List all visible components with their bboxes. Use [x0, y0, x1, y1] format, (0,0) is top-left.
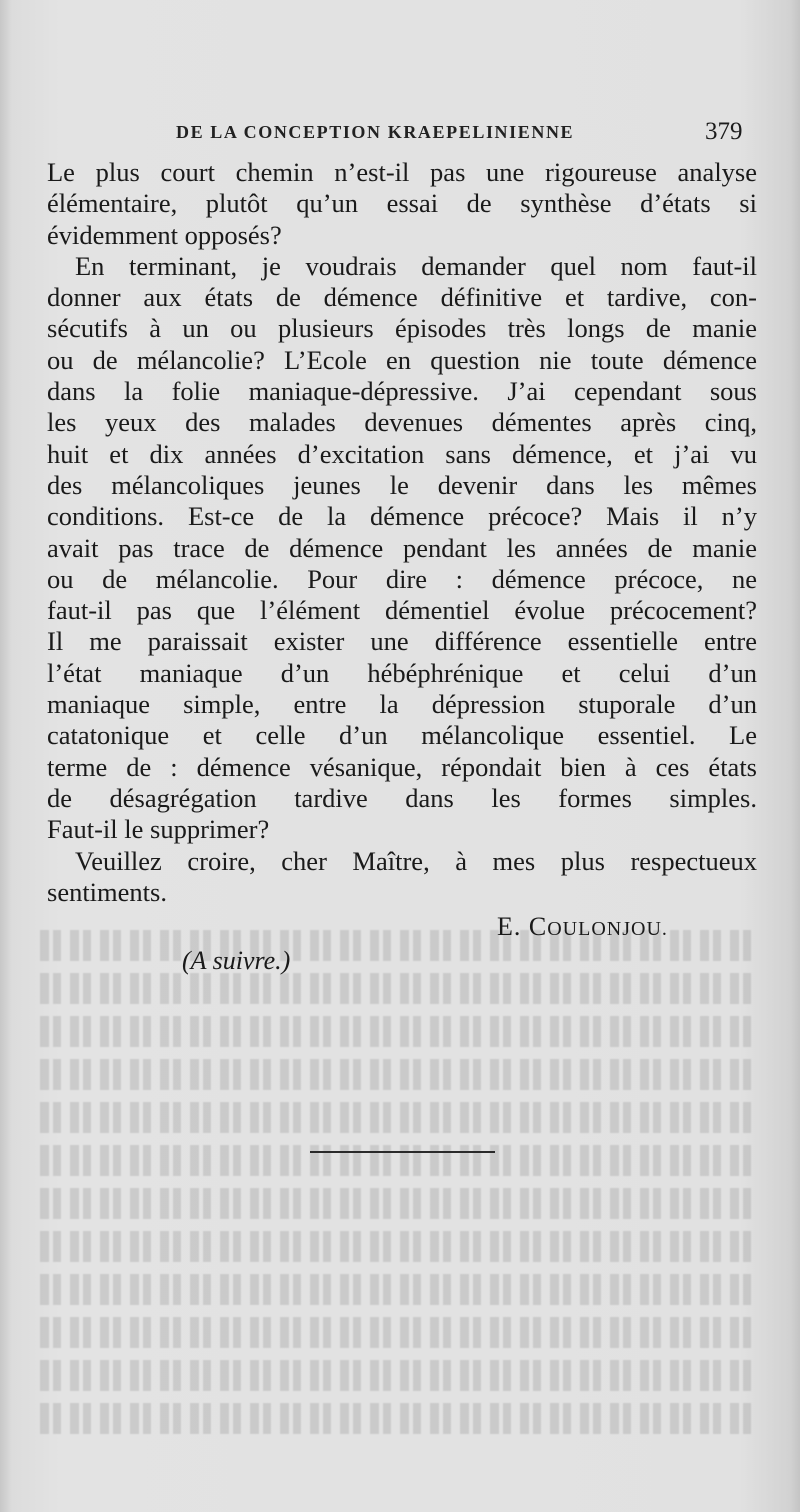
- text-line: faut-il pas que l’élément démentiel évolue précocement?: [47, 595, 757, 626]
- text-line: huit et dix années d’excitation sans démence, et j’ai vu: [47, 438, 757, 469]
- text-line: ou de mélancolie. Pour dire : démence précoce, ne: [47, 563, 757, 594]
- text-line: ou de mélancolie? L’Ecole en question nie toute démence: [47, 344, 757, 375]
- text-line: sentiments.: [47, 876, 167, 907]
- show-through-bleed: [40, 930, 760, 1490]
- body-text: [47, 157, 757, 908]
- text-line: sécutifs à un ou plusieurs épisodes très longs de manie: [47, 313, 757, 344]
- text-line: Il me paraissait exister une différence essentielle entre: [47, 626, 757, 657]
- text-line: conditions. Est-ce de la démence précoce? Mais il n’y: [47, 501, 757, 532]
- running-head: [0, 118, 800, 148]
- text-line: Veuillez croire, cher Maître, à mes plus respectueux: [75, 845, 757, 876]
- signature-initial: E. C: [497, 912, 548, 941]
- text-line: des mélancoliques jeunes le devenir dans les mêmes: [47, 469, 757, 500]
- author-signature: [497, 912, 668, 942]
- text-line: avait pas trace de démence pendant les années de manie: [47, 532, 757, 563]
- text-line: les yeux des malades devenues démentes après cinq,: [47, 407, 757, 438]
- text-line: Faut-il le supprimer?: [47, 814, 270, 845]
- text-line: terme de : démence vésanique, répondait bien à ces états: [47, 751, 757, 782]
- section-rule: [310, 1151, 495, 1153]
- text-line: catatonique et celle d’un mélancolique essentiel. Le: [47, 720, 757, 751]
- signature-surname: OULONJOU.: [547, 918, 668, 940]
- running-title: DE LA CONCEPTION KRAEPELINIENNE: [176, 122, 575, 142]
- text-line: maniaque simple, entre la dépression stuporale d’un: [47, 689, 757, 720]
- page-number: 379: [705, 118, 743, 145]
- text-line: l’état maniaque d’un hébéphrénique et celui d’un: [47, 657, 757, 688]
- text-line: En terminant, je voudrais demander quel nom faut-il: [75, 250, 757, 281]
- text-line: dans la folie maniaque-dépressive. J’ai cependant sous: [47, 376, 757, 407]
- text-line: donner aux états de démence définitive et tardive, con-: [47, 282, 757, 313]
- text-line: de désagrégation tardive dans les formes simples.: [47, 782, 757, 813]
- text-line: élémentaire, plutôt qu’un essai de synthèse d’états si: [47, 188, 757, 219]
- continuation-note: (A suivre.): [182, 946, 291, 975]
- text-line: évidemment opposés?: [47, 219, 282, 250]
- text-line: Le plus court chemin n’est-il pas une rigoureuse analyse: [47, 157, 757, 187]
